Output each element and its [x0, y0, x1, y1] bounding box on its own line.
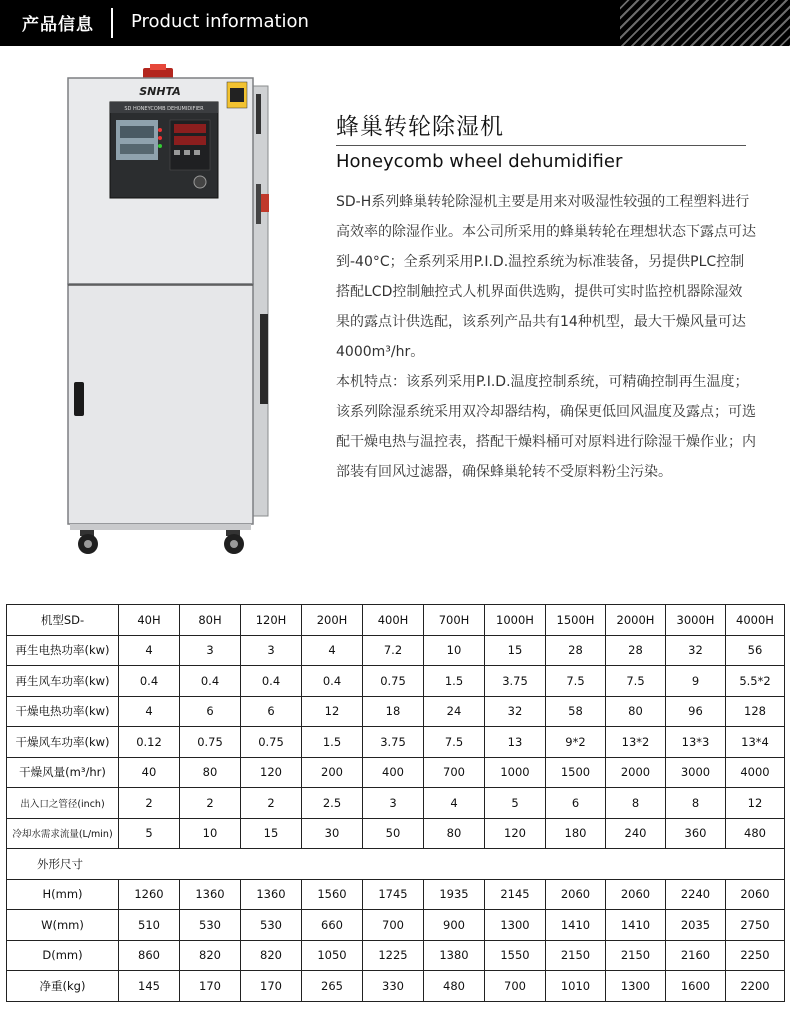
value-cell: 50	[363, 818, 424, 849]
value-cell: 1500H	[546, 605, 606, 636]
table-row	[7, 757, 785, 788]
value-cell: 170	[180, 971, 241, 1002]
table-row	[7, 879, 785, 910]
value-cell: 1360	[180, 879, 241, 910]
value-cell: 8	[666, 788, 726, 819]
value-cell: 145	[119, 971, 180, 1002]
value-cell: 28	[546, 635, 606, 666]
value-cell: 2750	[726, 910, 785, 941]
value-cell: 120	[485, 818, 546, 849]
value-cell: 1410	[606, 910, 666, 941]
value-cell: 58	[546, 696, 606, 727]
machine-brand: SNHTA	[139, 85, 181, 98]
value-cell: 700	[485, 971, 546, 1002]
dehumidifier-machine-image	[60, 64, 275, 559]
value-cell: 18	[363, 696, 424, 727]
value-cell: 9	[666, 666, 726, 697]
value-cell: 2160	[666, 940, 726, 971]
value-cell: 660	[302, 910, 363, 941]
table-row	[7, 727, 785, 758]
value-cell: 5	[485, 788, 546, 819]
table-row	[7, 940, 785, 971]
value-cell: 3	[180, 635, 241, 666]
value-cell: 400H	[363, 605, 424, 636]
value-cell: 13*2	[606, 727, 666, 758]
table-row	[7, 666, 785, 697]
header-divider	[111, 8, 113, 38]
value-cell: 3	[241, 635, 302, 666]
product-title-en: Honeycomb wheel dehumidifier	[336, 151, 623, 172]
value-cell: 80H	[180, 605, 241, 636]
table-row	[7, 635, 785, 666]
header-bar	[0, 0, 790, 46]
value-cell: 360	[666, 818, 726, 849]
value-cell: 5	[119, 818, 180, 849]
value-cell: 1300	[606, 971, 666, 1002]
value-cell: 2000H	[606, 605, 666, 636]
value-cell: 4	[424, 788, 485, 819]
section-label: 外形尺寸	[7, 849, 785, 880]
value-cell: 265	[302, 971, 363, 1002]
value-cell: 1935	[424, 879, 485, 910]
product-description	[336, 187, 756, 487]
value-cell: 2150	[606, 940, 666, 971]
row-label-cell: W(mm)	[7, 910, 119, 941]
value-cell: 700	[424, 757, 485, 788]
value-cell: 13	[485, 727, 546, 758]
value-cell: 510	[119, 910, 180, 941]
value-cell: 40H	[119, 605, 180, 636]
row-label-cell: 干燥风车功率(kw)	[7, 727, 119, 758]
value-cell: 1050	[302, 940, 363, 971]
value-cell: 6	[241, 696, 302, 727]
value-cell: 4	[302, 635, 363, 666]
value-cell: 240	[606, 818, 666, 849]
value-cell: 1600	[666, 971, 726, 1002]
value-cell: 1360	[241, 879, 302, 910]
value-cell: 1.5	[302, 727, 363, 758]
value-cell: 2240	[666, 879, 726, 910]
value-cell: 3000H	[666, 605, 726, 636]
title-underline	[336, 145, 746, 146]
row-label-cell: 净重(kg)	[7, 971, 119, 1002]
value-cell: 820	[241, 940, 302, 971]
value-cell: 2060	[546, 879, 606, 910]
value-cell: 40	[119, 757, 180, 788]
value-cell: 200	[302, 757, 363, 788]
table-row	[7, 971, 785, 1002]
header-stripe-pattern	[620, 0, 790, 46]
value-cell: 12	[302, 696, 363, 727]
value-cell: 32	[485, 696, 546, 727]
description-paragraph: SD-H系列蜂巢转轮除湿机主要是用来对吸湿性较强的工程塑料进行高效率的除湿作业。本公司所采用的蜂巢转轮在理想状态下露点可达到-40°C；全系列采用P.I.D.温控系统为标准装备，另提供PLC控制搭配LCD控制触控式人机界面供选购，提供可实时监控机器除湿效果的露点计供选配，该系列产品共有14种机型，最大干燥风量可达4000m³/hr。	[336, 194, 756, 360]
value-cell: 1500	[546, 757, 606, 788]
value-cell: 5.5*2	[726, 666, 785, 697]
row-label-cell: D(mm)	[7, 940, 119, 971]
table-row	[7, 818, 785, 849]
value-cell: 200H	[302, 605, 363, 636]
value-cell: 15	[485, 635, 546, 666]
value-cell: 1550	[485, 940, 546, 971]
value-cell: 2000	[606, 757, 666, 788]
value-cell: 1300	[485, 910, 546, 941]
value-cell: 1.5	[424, 666, 485, 697]
value-cell: 1000H	[485, 605, 546, 636]
value-cell: 860	[119, 940, 180, 971]
value-cell: 10	[180, 818, 241, 849]
value-cell: 0.75	[180, 727, 241, 758]
section-row	[7, 849, 785, 880]
value-cell: 1010	[546, 971, 606, 1002]
value-cell: 0.4	[302, 666, 363, 697]
value-cell: 1225	[363, 940, 424, 971]
row-label-cell: 冷却水需求流量(L/min)	[7, 818, 119, 849]
value-cell: 700H	[424, 605, 485, 636]
value-cell: 700	[363, 910, 424, 941]
value-cell: 30	[302, 818, 363, 849]
value-cell: 400	[363, 757, 424, 788]
value-cell: 7.5	[606, 666, 666, 697]
spec-table	[6, 604, 785, 1002]
value-cell: 1000	[485, 757, 546, 788]
value-cell: 180	[546, 818, 606, 849]
value-cell: 15	[241, 818, 302, 849]
value-cell: 120	[241, 757, 302, 788]
value-cell: 7.2	[363, 635, 424, 666]
value-cell: 2	[241, 788, 302, 819]
value-cell: 3.75	[485, 666, 546, 697]
value-cell: 6	[180, 696, 241, 727]
value-cell: 2060	[606, 879, 666, 910]
value-cell: 0.12	[119, 727, 180, 758]
value-cell: 10	[424, 635, 485, 666]
value-cell: 1380	[424, 940, 485, 971]
table-row	[7, 910, 785, 941]
row-label-cell: 再生电热功率(kw)	[7, 635, 119, 666]
value-cell: 2	[119, 788, 180, 819]
value-cell: 8	[606, 788, 666, 819]
value-cell: 900	[424, 910, 485, 941]
value-cell: 1745	[363, 879, 424, 910]
value-cell: 6	[546, 788, 606, 819]
value-cell: 170	[241, 971, 302, 1002]
value-cell: 1560	[302, 879, 363, 910]
value-cell: 80	[424, 818, 485, 849]
value-cell: 480	[726, 818, 785, 849]
value-cell: 2150	[546, 940, 606, 971]
value-cell: 480	[424, 971, 485, 1002]
value-cell: 2145	[485, 879, 546, 910]
value-cell: 530	[241, 910, 302, 941]
value-cell: 3	[363, 788, 424, 819]
row-label-cell: 出入口之管径(inch)	[7, 788, 119, 819]
value-cell: 1410	[546, 910, 606, 941]
value-cell: 0.75	[363, 666, 424, 697]
value-cell: 24	[424, 696, 485, 727]
value-cell: 2035	[666, 910, 726, 941]
table-header-row	[7, 605, 785, 636]
value-cell: 3000	[666, 757, 726, 788]
value-cell: 80	[606, 696, 666, 727]
value-cell: 330	[363, 971, 424, 1002]
row-label-cell: 干燥电热功率(kw)	[7, 696, 119, 727]
value-cell: 12	[726, 788, 785, 819]
value-cell: 32	[666, 635, 726, 666]
value-cell: 0.4	[119, 666, 180, 697]
table-row	[7, 696, 785, 727]
value-cell: 4000	[726, 757, 785, 788]
row-label-cell: 机型SD-	[7, 605, 119, 636]
value-cell: 56	[726, 635, 785, 666]
machine-panel-label: SD HONEYCOMB DEHUMIDIFIER	[124, 106, 204, 112]
value-cell: 13*3	[666, 727, 726, 758]
table-row	[7, 788, 785, 819]
row-label-cell: H(mm)	[7, 879, 119, 910]
row-label-cell: 干燥风量(m³/hr)	[7, 757, 119, 788]
product-title-cn: 蜂巢转轮除湿机	[336, 114, 504, 140]
value-cell: 96	[666, 696, 726, 727]
value-cell: 4000H	[726, 605, 785, 636]
value-cell: 530	[180, 910, 241, 941]
value-cell: 120H	[241, 605, 302, 636]
value-cell: 2200	[726, 971, 785, 1002]
value-cell: 0.4	[180, 666, 241, 697]
value-cell: 4	[119, 635, 180, 666]
value-cell: 2250	[726, 940, 785, 971]
value-cell: 2060	[726, 879, 785, 910]
value-cell: 128	[726, 696, 785, 727]
value-cell: 7.5	[424, 727, 485, 758]
value-cell: 3.75	[363, 727, 424, 758]
value-cell: 0.75	[241, 727, 302, 758]
value-cell: 2.5	[302, 788, 363, 819]
header-title-cn: 产品信息	[22, 15, 94, 35]
value-cell: 2	[180, 788, 241, 819]
value-cell: 28	[606, 635, 666, 666]
value-cell: 7.5	[546, 666, 606, 697]
description-paragraph: 本机特点：该系列采用P.I.D.温度控制系统，可精确控制再生温度；该系列除湿系统采用双冷却器结构，确保更低回风温度及露点；可选配干燥电热与温控表，搭配干燥料桶可对原料进行除湿干燥作业；内部装有回风过滤器，确保蜂巢轮转不受原料粉尘污染。	[336, 374, 756, 480]
row-label-cell: 再生风车功率(kw)	[7, 666, 119, 697]
value-cell: 1260	[119, 879, 180, 910]
value-cell: 0.4	[241, 666, 302, 697]
value-cell: 4	[119, 696, 180, 727]
value-cell: 9*2	[546, 727, 606, 758]
value-cell: 80	[180, 757, 241, 788]
value-cell: 13*4	[726, 727, 785, 758]
value-cell: 820	[180, 940, 241, 971]
header-title-en: Product information	[131, 11, 309, 32]
